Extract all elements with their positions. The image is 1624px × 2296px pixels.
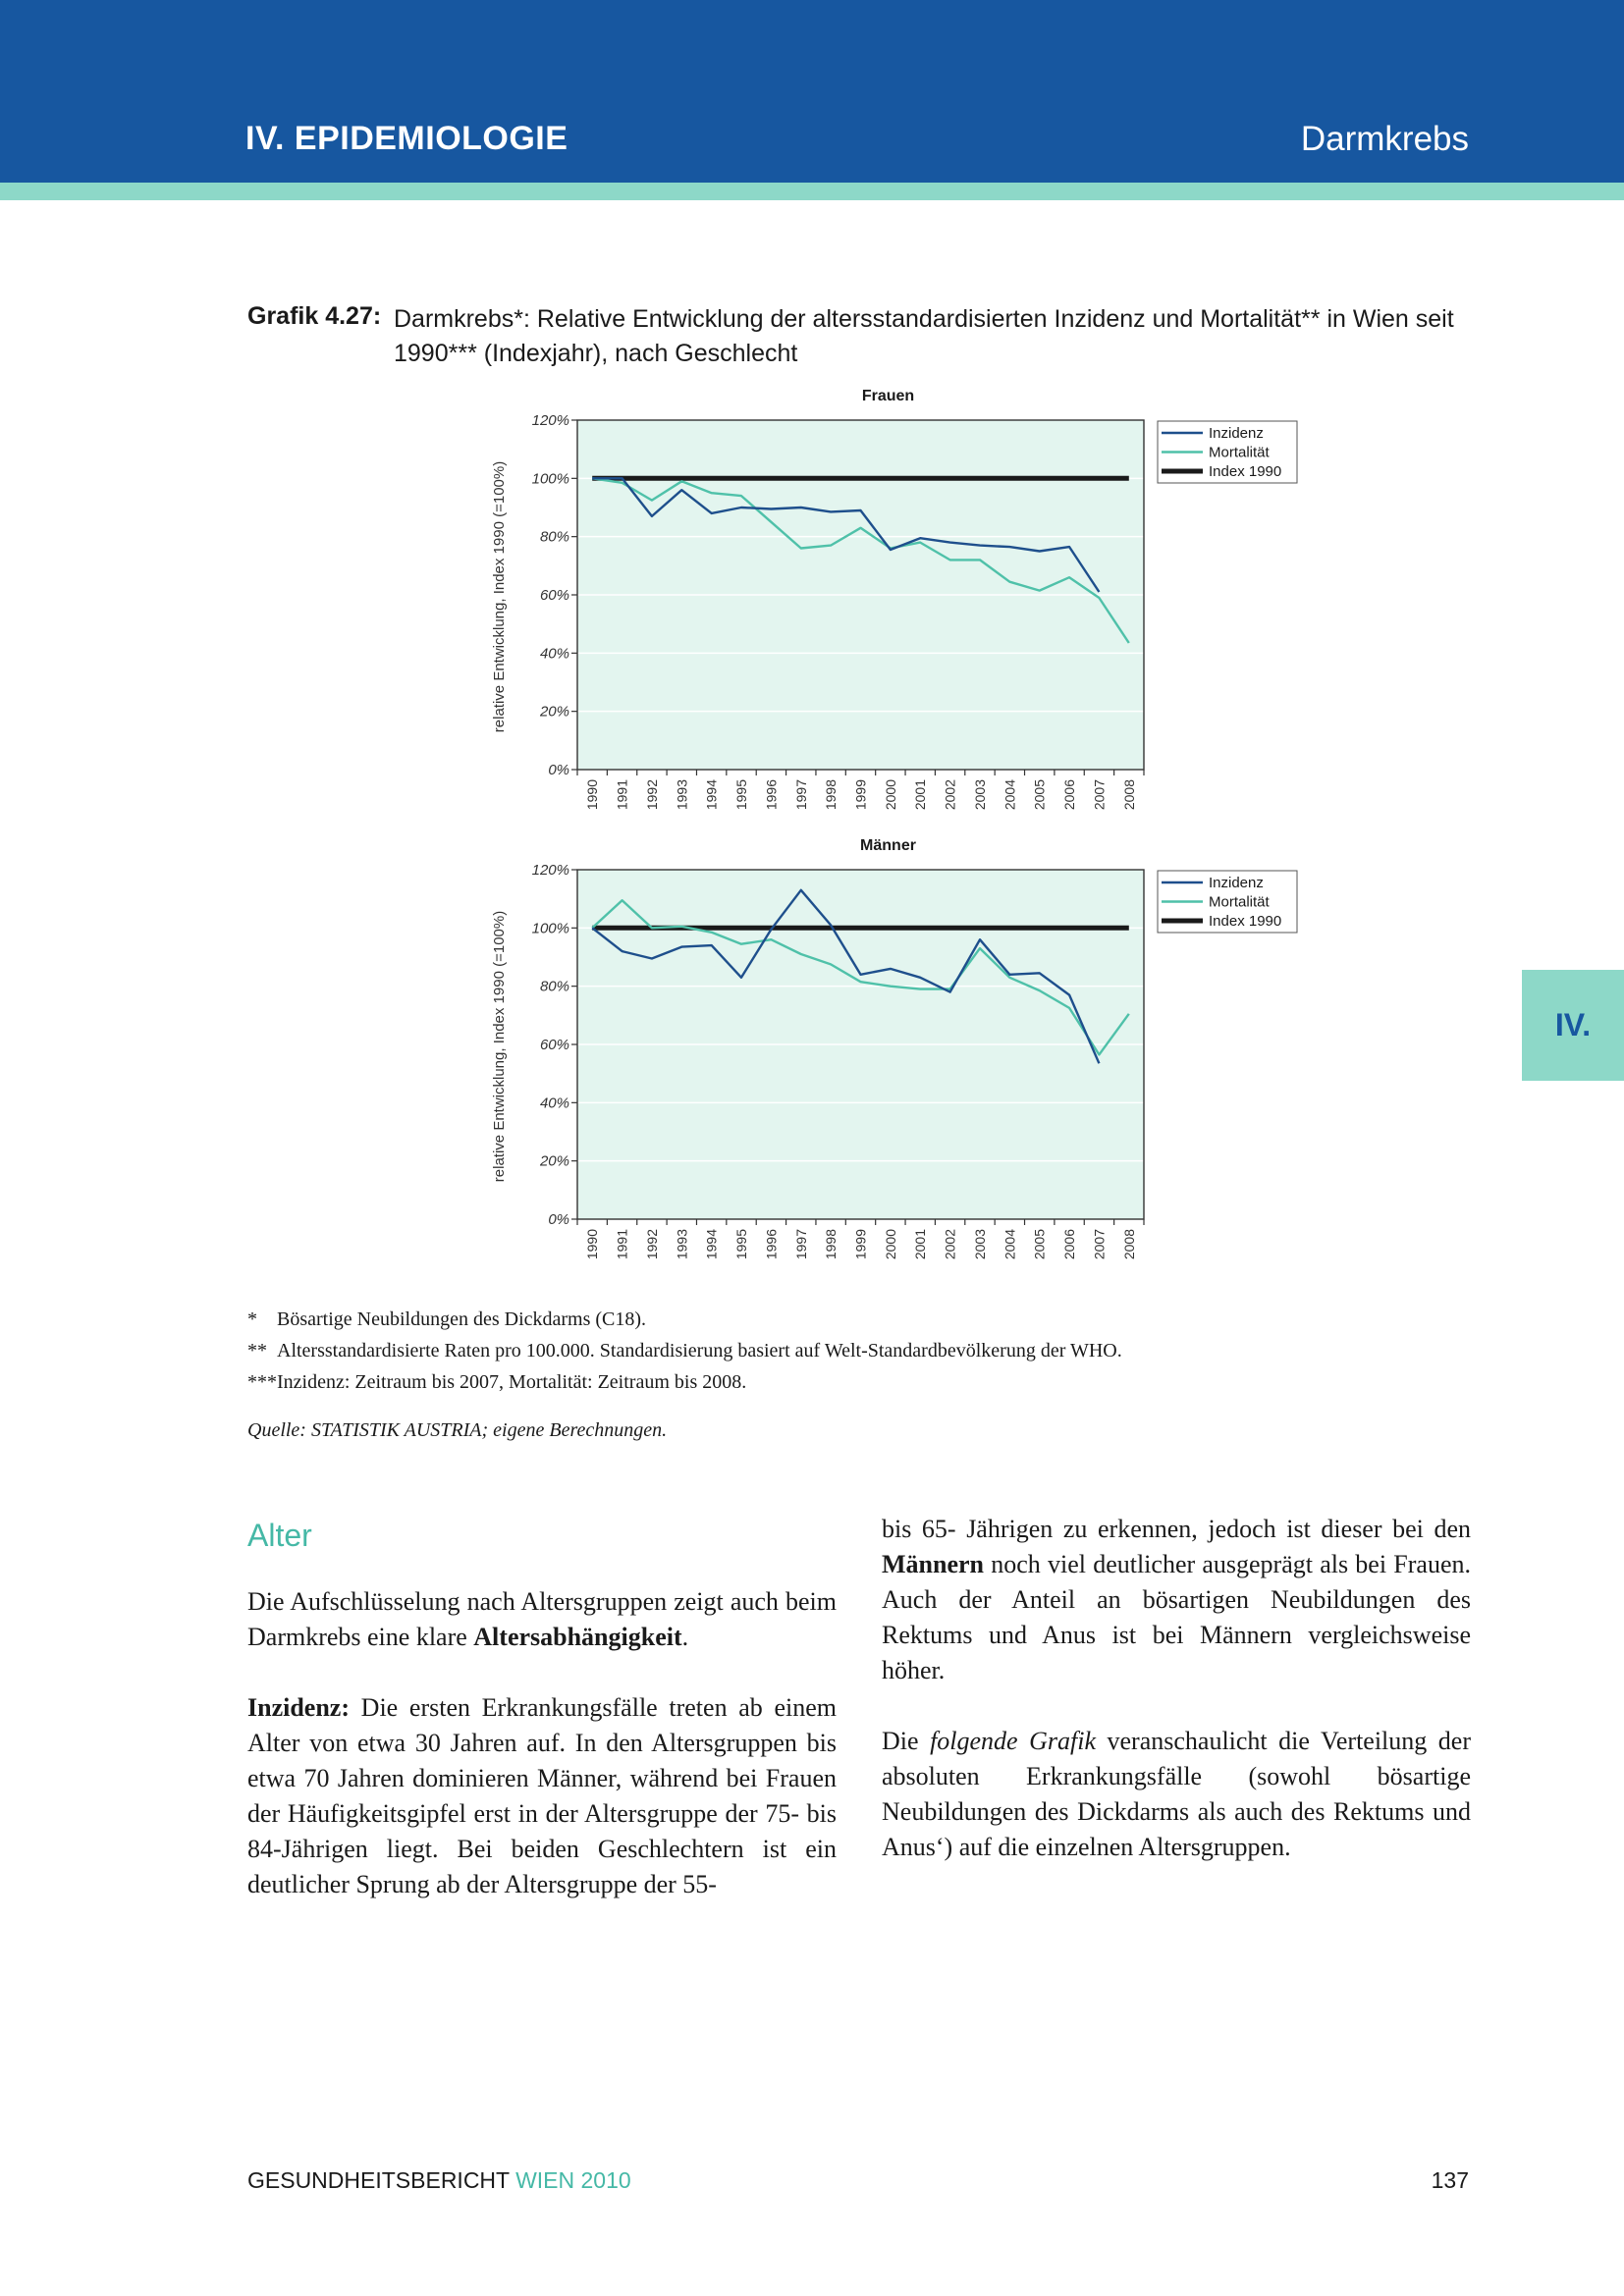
- legend-label: Index 1990: [1209, 913, 1282, 930]
- source-note: Quelle: STATISTIK AUSTRIA; eigene Berechnungen.: [247, 1419, 668, 1441]
- chart-maenner-svg: [481, 830, 1306, 1282]
- legend-label: Inzidenz: [1209, 875, 1264, 891]
- page-number: 137: [1431, 2167, 1469, 2193]
- x-tick-label: 2006: [1061, 779, 1078, 811]
- x-tick-label: 2005: [1031, 779, 1048, 811]
- footnote-mark: ***: [247, 1371, 277, 1393]
- chapter-side-tab: IV.: [1522, 970, 1624, 1081]
- paragraph-3: [882, 1512, 1471, 1688]
- y-tick-label: 20%: [539, 1152, 569, 1170]
- x-tick-label: 2001: [912, 1229, 929, 1260]
- x-tick-label: 2000: [882, 1229, 898, 1260]
- text-run: .: [681, 1623, 689, 1651]
- x-tick-label: 1990: [584, 779, 601, 811]
- x-tick-label: 2001: [912, 779, 929, 811]
- y-tick-label: 40%: [539, 1095, 569, 1112]
- x-tick-label: 2007: [1091, 1229, 1108, 1260]
- x-tick-label: 1991: [614, 779, 630, 811]
- y-tick-label: 80%: [539, 528, 569, 546]
- x-tick-label: 1993: [674, 779, 690, 811]
- y-tick-label: 40%: [539, 645, 569, 663]
- y-axis-label: relative Entwicklung, Index 1990 (=100%): [491, 910, 508, 1183]
- x-tick-label: 2006: [1061, 1229, 1078, 1260]
- legend-label: Mortalität: [1209, 444, 1270, 461]
- x-tick-label: 1998: [823, 1229, 839, 1260]
- text-run: veranschaulicht die Verteilung der absoluten Erkrankungsfälle (sowohl bösartige Neubildungen des Dickdarms als auch des Rektums und Anus‘) auf die einzelnen Altersgruppen.: [882, 1727, 1471, 1861]
- legend-label: Mortalität: [1209, 893, 1270, 911]
- text-run-italic: folgende Grafik: [930, 1727, 1096, 1755]
- footer-text: GESUNDHEITSBERICHT: [247, 2167, 516, 2193]
- text-run: Die ersten Erkrankungsfälle treten ab einem Alter von etwa 30 Jahren auf. In den Altersgruppen bis etwa 70 Jahren dominieren Männer, während bei Frauen der Häufigkeitsgipfel erst in der Altersgruppe der 75- bis 84-Jährigen liegt. Bei beiden Geschlechtern ist ein deutlicher Sprung ab der Altersgruppe der 55-: [247, 1693, 837, 1898]
- x-tick-label: 1997: [792, 779, 809, 811]
- x-tick-label: 1996: [763, 779, 780, 811]
- chart-frauen-svg: [481, 381, 1306, 832]
- chart-frauen: [481, 381, 1306, 832]
- y-tick-label: 80%: [539, 978, 569, 995]
- x-tick-label: 1995: [733, 779, 750, 811]
- footnote-text: Altersstandardisierte Raten pro 100.000. Standardisierung basiert auf Welt-Standardbevölkerung der WHO.: [277, 1340, 1122, 1362]
- text-run: noch viel deutlicher ausgeprägt als bei Frauen. Auch der Anteil an bösartigen Neubildungen des Rektums und Anus ist bei Männern vergleichsweise höher.: [882, 1550, 1471, 1684]
- y-tick-label: 100%: [531, 470, 569, 488]
- figure-caption: Darmkrebs*: Relative Entwicklung der altersstandardisierten Inzidenz und Mortalität** in Wien seit 1990*** (Indexjahr), nach Geschlecht: [394, 305, 1454, 367]
- x-tick-label: 1992: [643, 1229, 660, 1260]
- text-column-right: [882, 1512, 1471, 1900]
- paragraph-2: [247, 1690, 837, 1902]
- x-tick-label: 1994: [703, 779, 720, 811]
- y-tick-label: 20%: [539, 703, 569, 721]
- x-tick-label: 1997: [792, 1229, 809, 1260]
- legend-label: Index 1990: [1209, 463, 1282, 480]
- y-tick-label: 60%: [539, 587, 569, 604]
- legend-label: Inzidenz: [1209, 425, 1264, 442]
- y-axis-label: relative Entwicklung, Index 1990 (=100%): [491, 460, 508, 733]
- figure-label: Grafik 4.27:: [247, 302, 382, 330]
- x-tick-label: 2007: [1091, 779, 1108, 811]
- footnote-2: [247, 1335, 1229, 1366]
- footnote-mark: **: [247, 1340, 267, 1362]
- text-run-bold: Männern: [882, 1550, 984, 1578]
- x-tick-label: 2004: [1001, 1229, 1018, 1260]
- footnote-3: [247, 1366, 1229, 1398]
- text-run: Die Aufschlüsselung nach Altersgruppen zeigt auch beim Darmkrebs eine klare: [247, 1587, 837, 1651]
- paragraph-1: [247, 1584, 837, 1655]
- text-run: Die: [882, 1727, 931, 1755]
- chart-title: Männer: [860, 837, 916, 854]
- text-run-bold: Inzidenz:: [247, 1693, 350, 1722]
- footnote-text: Bösartige Neubildungen des Dickdarms (C18).: [277, 1308, 647, 1330]
- text-run-bold: Altersabhängigkeit: [473, 1623, 682, 1651]
- x-tick-label: 1999: [852, 779, 869, 811]
- x-tick-label: 2005: [1031, 1229, 1048, 1260]
- footer-publication: [247, 2167, 631, 2194]
- x-tick-label: 2002: [942, 1229, 958, 1260]
- y-tick-label: 60%: [539, 1037, 569, 1053]
- x-tick-label: 1998: [823, 779, 839, 811]
- x-tick-label: 1993: [674, 1229, 690, 1260]
- x-tick-label: 2008: [1120, 1229, 1137, 1260]
- section-title: Darmkrebs: [1300, 120, 1469, 158]
- x-tick-label: 2002: [942, 779, 958, 811]
- footnote-1: [247, 1304, 1229, 1335]
- x-tick-label: 1995: [733, 1229, 750, 1260]
- footnote-mark: *: [247, 1308, 257, 1330]
- x-tick-label: 1994: [703, 1229, 720, 1260]
- y-tick-label: 100%: [531, 920, 569, 937]
- x-tick-label: 2003: [971, 779, 988, 811]
- x-tick-label: 2000: [882, 779, 898, 811]
- footnote-text: Inzidenz: Zeitraum bis 2007, Mortalität: Zeitraum bis 2008.: [277, 1371, 747, 1393]
- chart-maenner: [481, 830, 1306, 1282]
- x-tick-label: 2008: [1120, 779, 1137, 811]
- chapter-title: IV. EPIDEMIOLOGIE: [245, 120, 568, 157]
- text-column-left: [247, 1512, 837, 1938]
- y-tick-label: 0%: [548, 1211, 569, 1228]
- header-stripe: [0, 183, 1624, 200]
- x-tick-label: 1999: [852, 1229, 869, 1260]
- footnotes: [247, 1304, 1229, 1398]
- text-run: bis 65- Jährigen zu erkennen, jedoch ist dieser bei den: [882, 1515, 1471, 1543]
- x-tick-label: 1990: [584, 1229, 601, 1260]
- y-tick-label: 120%: [531, 862, 569, 879]
- y-tick-label: 120%: [531, 412, 569, 429]
- footer-text-accent: WIEN 2010: [515, 2167, 631, 2193]
- x-tick-label: 1991: [614, 1229, 630, 1260]
- chart-title: Frauen: [861, 388, 915, 404]
- x-tick-label: 2004: [1001, 779, 1018, 811]
- paragraph-4: [882, 1724, 1471, 1865]
- section-heading-alter: Alter: [247, 1518, 312, 1553]
- x-tick-label: 1992: [643, 779, 660, 811]
- x-tick-label: 1996: [763, 1229, 780, 1260]
- x-tick-label: 2003: [971, 1229, 988, 1260]
- y-tick-label: 0%: [548, 762, 569, 778]
